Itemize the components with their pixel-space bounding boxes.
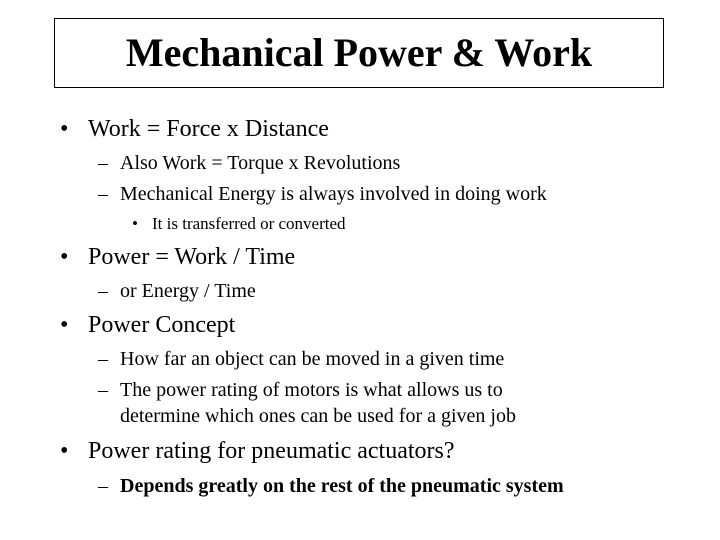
dash-marker: – bbox=[98, 348, 108, 370]
sub-energy-time: or Energy / Time bbox=[120, 280, 256, 302]
sub-power-rating-motors-line1: The power rating of motors is what allows us to bbox=[120, 379, 503, 401]
dash-marker: – bbox=[98, 379, 108, 401]
dash-marker: – bbox=[98, 152, 108, 174]
sub-sub-transferred: It is transferred or converted bbox=[152, 214, 346, 233]
bullet-pneumatic-question: Power rating for pneumatic actuators? bbox=[88, 438, 455, 464]
bullet-work-definition: Work = Force x Distance bbox=[88, 116, 329, 142]
sub-how-far: How far an object can be moved in a given time bbox=[120, 348, 505, 370]
sub-work-torque: Also Work = Torque x Revolutions bbox=[120, 152, 401, 174]
sub-depends-system: Depends greatly on the rest of the pneumatic system bbox=[120, 475, 564, 497]
title-box bbox=[54, 18, 664, 88]
sub-mechanical-energy: Mechanical Energy is always involved in doing work bbox=[120, 183, 547, 205]
sub-power-rating-motors-line2: determine which ones can be used for a given job bbox=[120, 405, 516, 427]
bullet-power-concept: Power Concept bbox=[88, 312, 236, 338]
dash-marker: – bbox=[98, 475, 108, 497]
bullet-marker: • bbox=[60, 244, 69, 270]
bullet-marker: • bbox=[60, 116, 69, 142]
bullet-power-definition: Power = Work / Time bbox=[88, 244, 296, 270]
dash-marker: – bbox=[98, 183, 108, 205]
bullet-marker: • bbox=[60, 438, 69, 464]
dash-marker: – bbox=[98, 280, 108, 302]
bullet-marker: • bbox=[132, 214, 138, 233]
slide-title: Mechanical Power & Work bbox=[125, 30, 593, 75]
bullet-marker: • bbox=[60, 312, 69, 338]
